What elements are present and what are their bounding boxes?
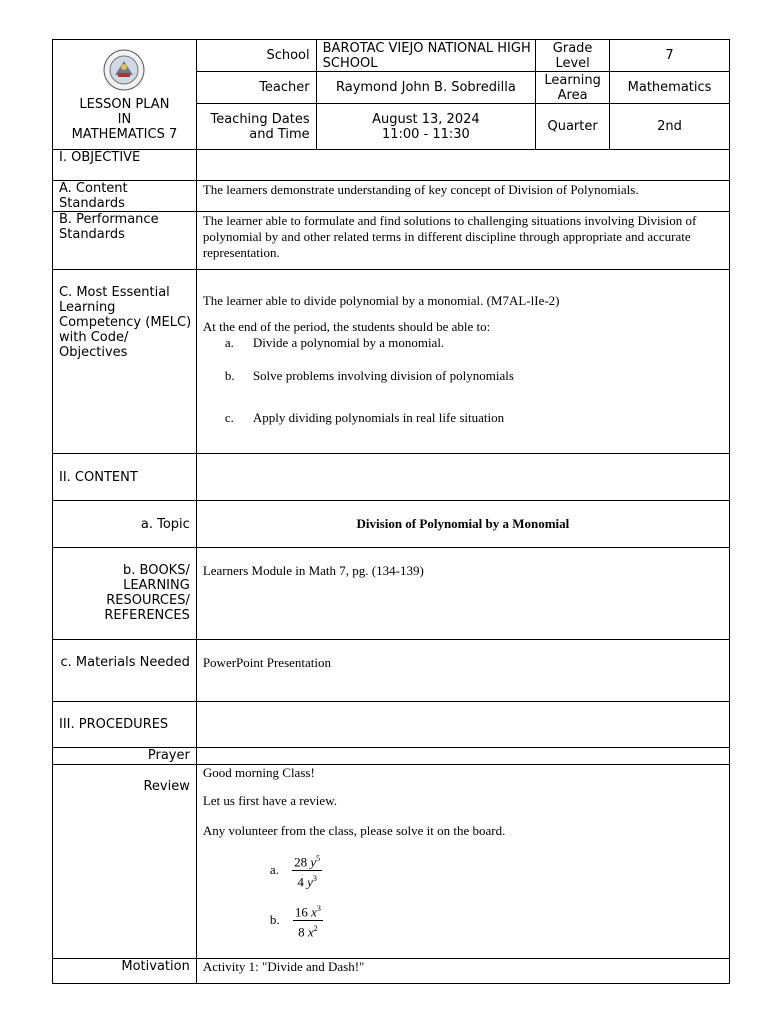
performance-standards-label: B. Performance Standards	[53, 212, 197, 270]
learning-area-label: Learning Area	[536, 72, 610, 104]
materials-value: PowerPoint Presentation	[196, 640, 729, 702]
review-item-b: b. $\frac{16 x^3}{8 x^2}$	[270, 901, 729, 941]
objective-item: c. Apply dividing polynomials in real life situation	[224, 410, 505, 425]
review-line: Any volunteer from the class, please solve it on the board.	[202, 823, 506, 838]
lesson-title-cell	[53, 40, 197, 150]
school-value: BAROTAC VIEJO NATIONAL HIGH SCHOOL	[316, 40, 536, 72]
prayer-label: Prayer	[53, 748, 197, 765]
performance-standards-value: The learner able to formulate and find solutions to challenging situations involving Division of polynomial by and other related terms in different discipline through appropriate and accurate representation.	[196, 212, 729, 270]
objective-item: a. Divide a polynomial by a monomial.	[224, 335, 445, 350]
review-item-a: a. $\frac{28 y^5}{4 y^3}$	[270, 851, 729, 891]
topic-label: a. Topic	[53, 501, 197, 548]
school-label: School	[196, 40, 316, 72]
teacher-value: Raymond John B. Sobredilla	[316, 72, 536, 104]
fraction: $\frac{16 x^3}{8 x^2}$	[293, 901, 323, 941]
learning-area-value: Mathematics	[610, 72, 730, 104]
books-value: Learners Module in Math 7, pg. (134-139)	[196, 548, 729, 640]
objective-empty-cell	[196, 150, 729, 181]
melc-label: C. Most Essential Learning Competency (MELC) with Code/ Objectives	[53, 270, 197, 454]
date-value: August 13, 2024	[372, 111, 480, 127]
books-label: b. BOOKS/ LEARNING RESOURCES/ REFERENCES	[53, 548, 197, 640]
dates-label: Teaching Dates and Time	[196, 104, 316, 150]
time-value: 11:00 - 11:30	[381, 126, 470, 142]
lesson-title: LESSON PLAN IN MATHEMATICS 7	[71, 97, 178, 142]
fraction: $\frac{28 y^5}{4 y^3}$	[292, 851, 322, 891]
prayer-empty-cell	[196, 748, 729, 765]
motivation-value: Activity 1: "Divide and Dash!"	[196, 959, 729, 984]
review-line: Let us first have a review.	[202, 793, 337, 808]
quarter-value: 2nd	[610, 104, 730, 150]
motivation-label: Motivation	[53, 959, 197, 984]
date-time-cell	[316, 104, 536, 150]
quarter-label: Quarter	[536, 104, 610, 150]
content-standards-label: A. Content Standards	[53, 181, 197, 212]
objective-heading: I. OBJECTIVE	[53, 150, 197, 181]
objectives-intro: At the end of the period, the students should be able to:	[202, 319, 491, 334]
grade-label: Grade Level	[536, 40, 610, 72]
review-label: Review	[53, 765, 197, 959]
lesson-plan-table	[52, 39, 730, 984]
content-heading: II. CONTENT	[53, 454, 197, 501]
melc-text: The learner able to divide polynomial by a monomial. (M7AL-lIe-2)	[202, 293, 560, 308]
deped-seal-icon	[103, 49, 145, 91]
objective-item: b. Solve problems involving division of polynomials	[224, 368, 514, 383]
materials-label: c. Materials Needed	[53, 640, 197, 702]
melc-cell	[196, 270, 729, 454]
content-empty-cell	[196, 454, 729, 501]
content-standards-value: The learners demonstrate understanding of key concept of Division of Polynomials.	[196, 181, 729, 212]
procedures-heading: III. PROCEDURES	[53, 702, 197, 748]
grade-value: 7	[610, 40, 730, 72]
topic-value: Division of Polynomial by a Monomial	[196, 501, 729, 548]
review-cell	[196, 765, 729, 959]
review-line: Good morning Class!	[202, 765, 315, 780]
teacher-label: Teacher	[196, 72, 316, 104]
procedures-empty-cell	[196, 702, 729, 748]
